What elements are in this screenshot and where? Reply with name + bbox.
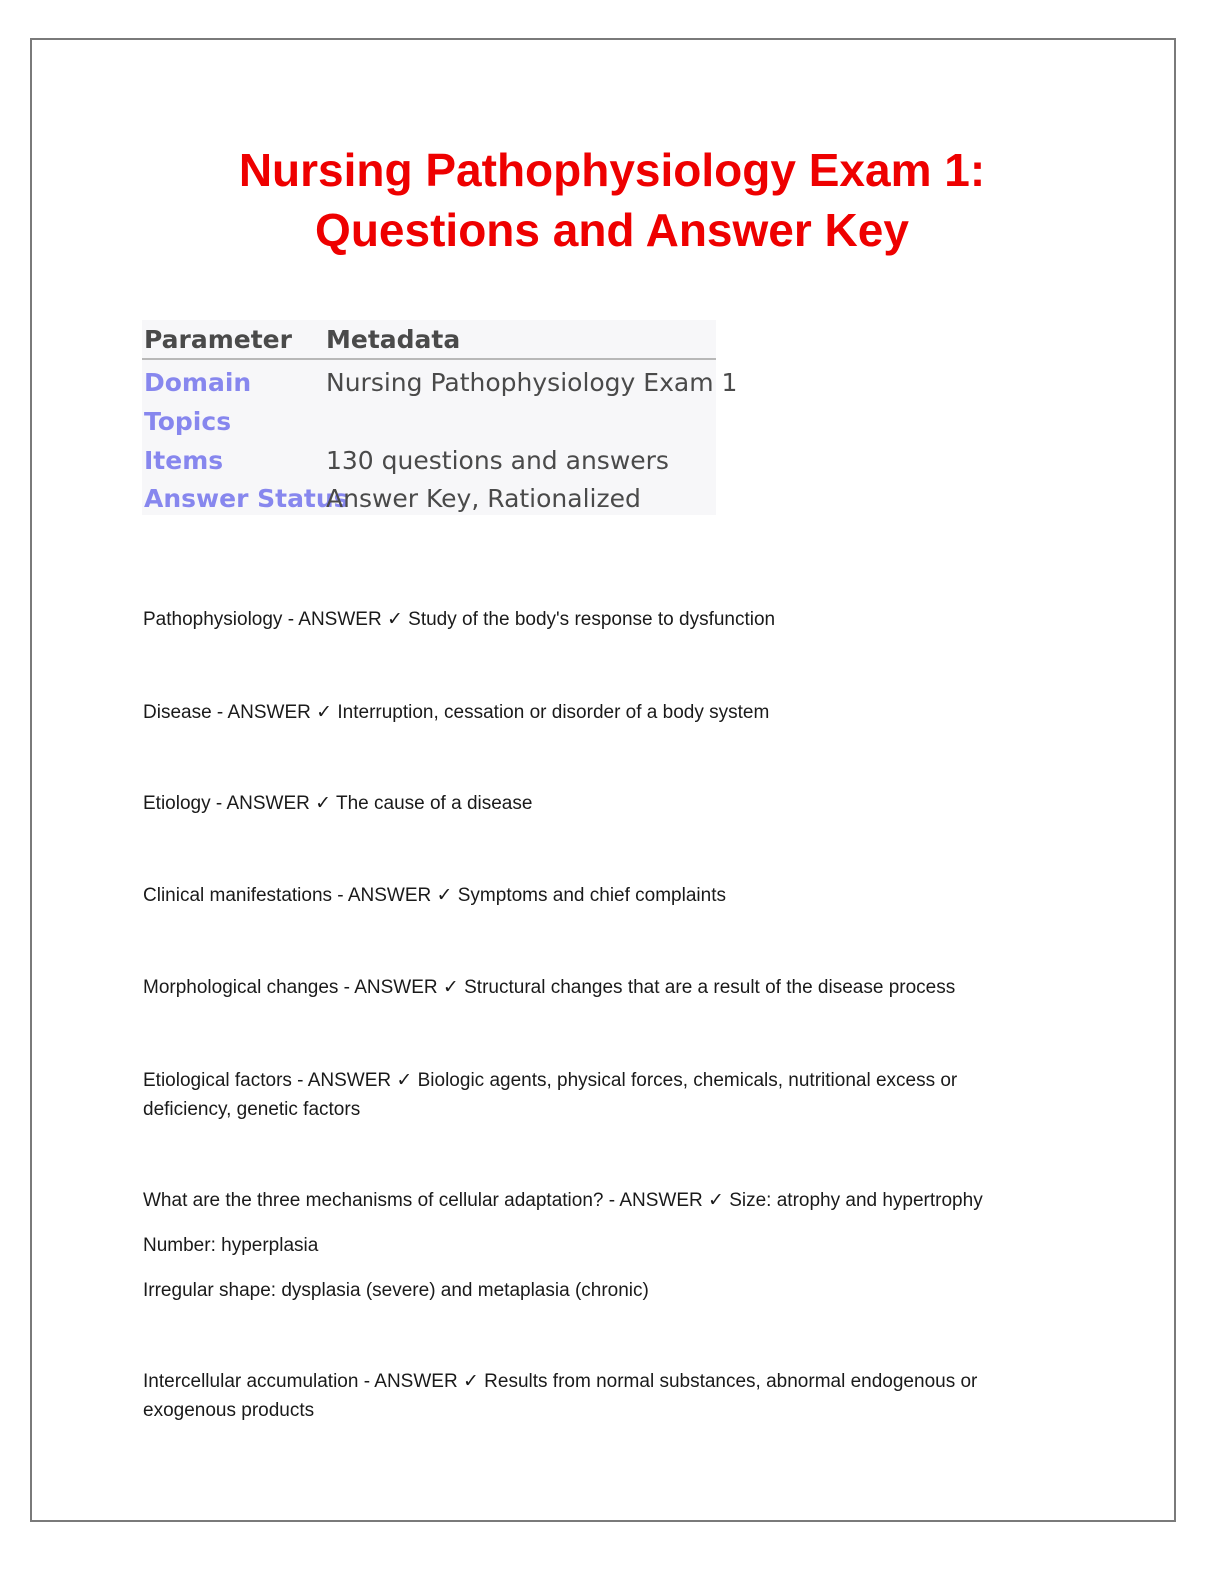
metadata-row-items [142, 442, 716, 480]
qa-item [143, 1066, 1043, 1124]
qa-separator: - ANSWER [338, 977, 443, 998]
qa-separator: - ANSWER [603, 1190, 708, 1211]
check-icon: ✓ [396, 1069, 413, 1091]
qa-extra-line: Irregular shape: dysplasia (severe) and metaplasia (chronic) [143, 1280, 649, 1301]
qa-answer: Interruption, cessation or disorder of a body system [337, 702, 770, 723]
qa-separator: - ANSWER [358, 1371, 463, 1392]
qa-answer: Size: atrophy and hypertrophy [729, 1190, 983, 1211]
check-icon: ✓ [436, 884, 453, 906]
qa-item [143, 789, 1043, 818]
qa-separator: - ANSWER [210, 793, 316, 814]
metadata-value: 130 questions and answers [326, 446, 669, 475]
check-icon: ✓ [442, 976, 459, 998]
qa-separator: - ANSWER [211, 702, 317, 723]
qa-answer: Study of the body's response to dysfunction [408, 609, 776, 630]
qa-item [143, 881, 1043, 910]
metadata-key: Items [144, 446, 224, 475]
metadata-row-domain [142, 364, 738, 402]
metadata-key: Answer Status [144, 484, 349, 513]
metadata-row-answer-status [142, 480, 716, 518]
qa-answer: Results from normal substances, abnormal endogenous or exogenous products [143, 1371, 978, 1421]
check-icon: ✓ [462, 1370, 479, 1392]
qa-answer: Biologic agents, physical forces, chemicals, nutritional excess or deficiency, genetic factors [143, 1070, 958, 1120]
metadata-table [142, 320, 738, 515]
check-icon: ✓ [386, 608, 403, 630]
document-title-line-1: Nursing Pathophysiology Exam 1: [238, 144, 986, 196]
qa-question: What are the three mechanisms of cellular adaptation? [143, 1190, 604, 1211]
qa-question: Disease [143, 702, 212, 723]
qa-item [143, 605, 1043, 634]
metadata-value: Answer Key, Rationalized [326, 484, 641, 513]
qa-item [143, 1186, 1043, 1215]
check-icon: ✓ [315, 792, 332, 814]
qa-separator: - ANSWER [291, 1070, 397, 1091]
metadata-key: Domain [144, 368, 252, 397]
qa-extra-line: Number: hyperplasia [143, 1235, 319, 1256]
header-parameter: Parameter [144, 325, 292, 354]
qa-question: Etiology [143, 793, 211, 814]
check-icon: ✓ [708, 1189, 724, 1211]
metadata-table-header [142, 320, 716, 360]
check-icon: ✓ [316, 701, 333, 723]
qa-question: Pathophysiology [143, 609, 283, 630]
qa-question: Morphological changes [143, 977, 339, 998]
qa-answer: Structural changes that are a result of the disease process [464, 977, 956, 998]
header-metadata: Metadata [326, 325, 461, 354]
qa-question: Intercellular accumulation [143, 1371, 359, 1392]
document-title-line-2: Questions and Answer Key [315, 204, 909, 256]
qa-item [143, 698, 1043, 727]
qa-question: Etiological factors [143, 1070, 292, 1091]
qa-question: Clinical manifestations [143, 885, 333, 906]
qa-answer: Symptoms and chief complaints [457, 885, 726, 906]
qa-separator: - ANSWER [282, 609, 387, 630]
metadata-key: Topics [144, 407, 232, 436]
qa-item [143, 973, 1043, 1002]
qa-separator: - ANSWER [332, 885, 437, 906]
metadata-row-topics [142, 403, 716, 441]
qa-answer: The cause of a disease [335, 793, 533, 814]
metadata-value: Nursing Pathophysiology Exam 1 [326, 368, 738, 397]
qa-item [143, 1367, 1043, 1425]
